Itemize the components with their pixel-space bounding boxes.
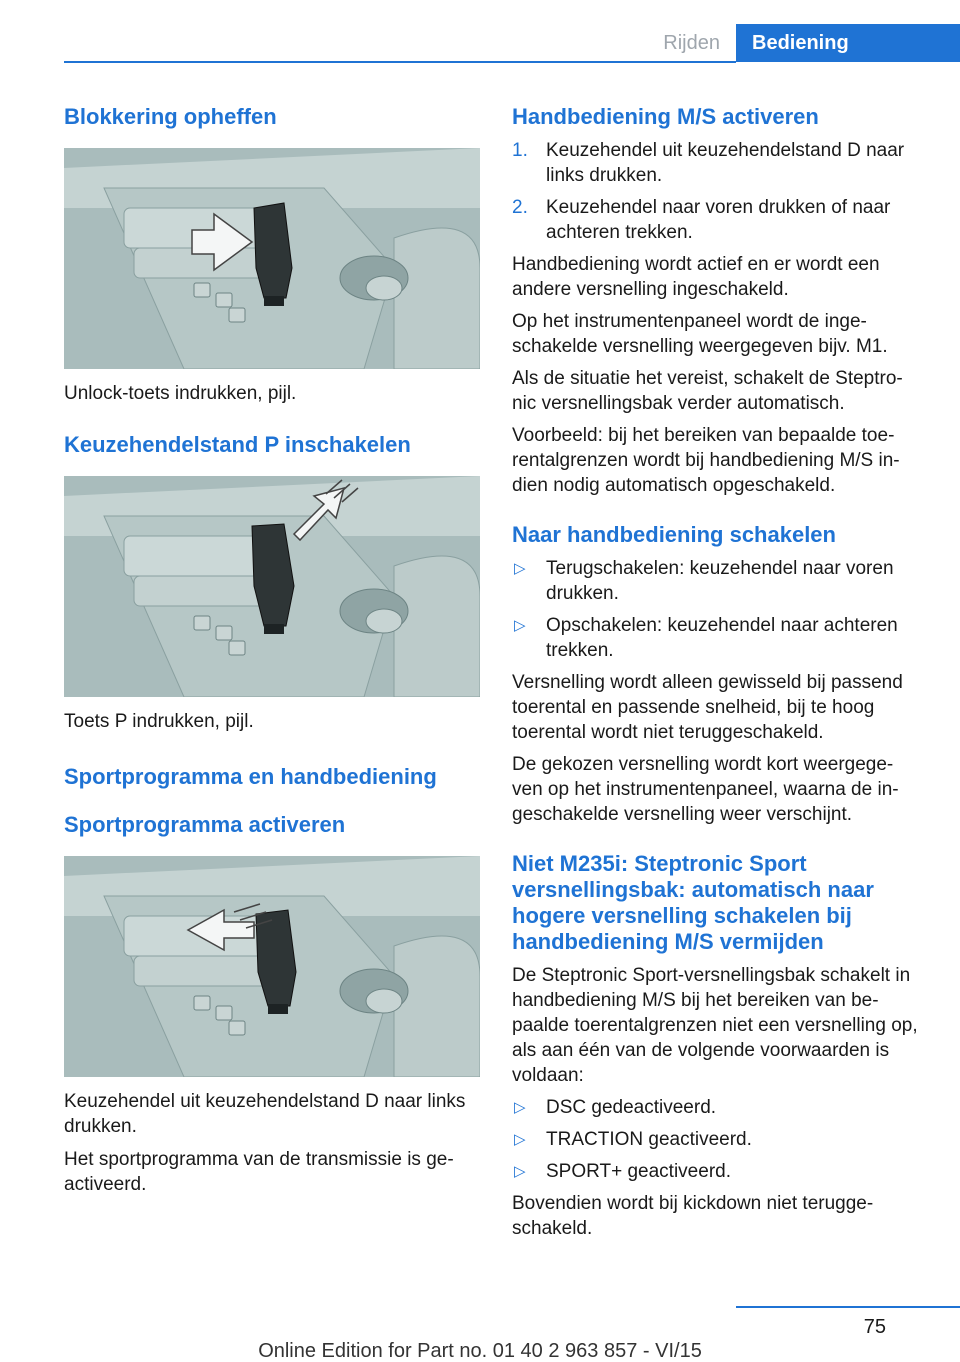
conditions-list	[512, 1095, 926, 1184]
bullet-triangle-icon: ▷	[514, 1131, 526, 1148]
list-text: DSC gedeactiveerd.	[546, 1097, 717, 1118]
paragraph: Voorbeeld: bij het bereiken van bepaalde toe‐ rentalgrenzen wordt bij handbediening M/S in‐ dien nodig automatisch opgeschakeld.	[512, 425, 900, 496]
list-text: TRACTION geactiveerd.	[546, 1129, 752, 1150]
switch-list	[512, 556, 926, 663]
list-item	[512, 613, 926, 663]
step-text: Keuzehendel uit keuzehendelstand D naar links drukken.	[546, 140, 905, 186]
figure-unlock-gear-selector	[64, 148, 480, 369]
list-item	[512, 138, 926, 188]
edition-text: Online Edition for Part no. 01 40 2 963 857 - VI/15	[258, 1340, 702, 1362]
bullet-triangle-icon: ▷	[514, 560, 526, 577]
page-number: 75	[863, 1316, 886, 1338]
steps-list	[512, 138, 926, 245]
list-text: SPORT+ geactiveerd.	[546, 1161, 731, 1182]
right-column	[512, 100, 926, 1241]
caption-sport-2: Het sportprogramma van de transmissie is ge‐ activeerd.	[64, 1149, 454, 1195]
footer-rule	[736, 1306, 960, 1308]
figure-park-button	[64, 476, 480, 697]
left-column	[64, 100, 480, 1197]
paragraph: Versnelling wordt alleen gewisseld bij passend toerental en passende snelheid, bij te hoog toerental wordt niet teruggeschakeld.	[512, 672, 903, 743]
heading-m235: Niet M235i: Steptronic Sport versnellingsbak: automatisch naar hogere versnelling schakelen bij handbediening M/S vermijden	[512, 851, 874, 954]
section-tab: Bediening	[736, 24, 960, 62]
chapter-tab: Rijden	[663, 32, 720, 54]
heading-park: Keuzehendelstand P inschakelen	[64, 432, 411, 457]
list-item	[512, 1095, 926, 1120]
heading-switch-manual: Naar handbediening schakelen	[512, 522, 836, 547]
heading-sport-manual: Sportprogramma en handbediening	[64, 764, 437, 789]
paragraph: Als de situatie het vereist, schakelt de Steptro‐ nic versnellingsbak verder automatisch.	[512, 368, 903, 414]
header-rule	[64, 61, 736, 63]
paragraph: Bovendien wordt bij kickdown niet terugge‐ schakeld.	[512, 1193, 874, 1239]
paragraph: De Steptronic Sport-versnellingsbak schakelt in handbediening M/S bij het bereiken van be‐ paalde toerentalgrenzen niet een versnelling op, als aan één van de volgende voorwaarden is voldaan:	[512, 965, 918, 1086]
list-item	[512, 1159, 926, 1184]
page-header	[0, 24, 960, 62]
paragraph: Op het instrumentenpaneel wordt de inge‐ schakelde versnelling weergegeven bijv. M1.	[512, 311, 888, 357]
figure-sport-mode	[64, 856, 480, 1077]
list-item	[512, 195, 926, 245]
bullet-triangle-icon: ▷	[514, 1163, 526, 1180]
list-text: Terugschakelen: keuzehendel naar voren drukken.	[546, 558, 894, 604]
list-text: Opschakelen: keuzehendel naar achteren trekken.	[546, 615, 898, 661]
paragraph: Handbediening wordt actief en er wordt een andere versnelling ingeschakeld.	[512, 254, 880, 300]
caption-unlock: Unlock-toets indrukken, pijl.	[64, 383, 297, 404]
caption-park: Toets P indrukken, pijl.	[64, 711, 254, 732]
list-item	[512, 556, 926, 606]
step-text: Keuzehendel naar voren drukken of naar achteren trekken.	[546, 197, 891, 243]
bullet-triangle-icon: ▷	[514, 1099, 526, 1116]
edition-note	[0, 1340, 960, 1362]
list-item	[512, 1127, 926, 1152]
heading-sport-activate: Sportprogramma activeren	[64, 812, 346, 837]
paragraph: De gekozen versnelling wordt kort weergege‐ ven op het instrumentenpaneel, waarna de in‐ geschakelde versnelling weer verschijnt.	[512, 754, 899, 825]
caption-sport-1: Keuzehendel uit keuzehendelstand D naar links drukken.	[64, 1091, 466, 1137]
heading-unlock: Blokkering opheffen	[64, 104, 277, 129]
heading-manual-activate: Handbediening M/S activeren	[512, 104, 819, 129]
bullet-triangle-icon: ▷	[514, 617, 526, 634]
step-number: 1.	[512, 140, 528, 161]
step-number: 2.	[512, 197, 528, 218]
